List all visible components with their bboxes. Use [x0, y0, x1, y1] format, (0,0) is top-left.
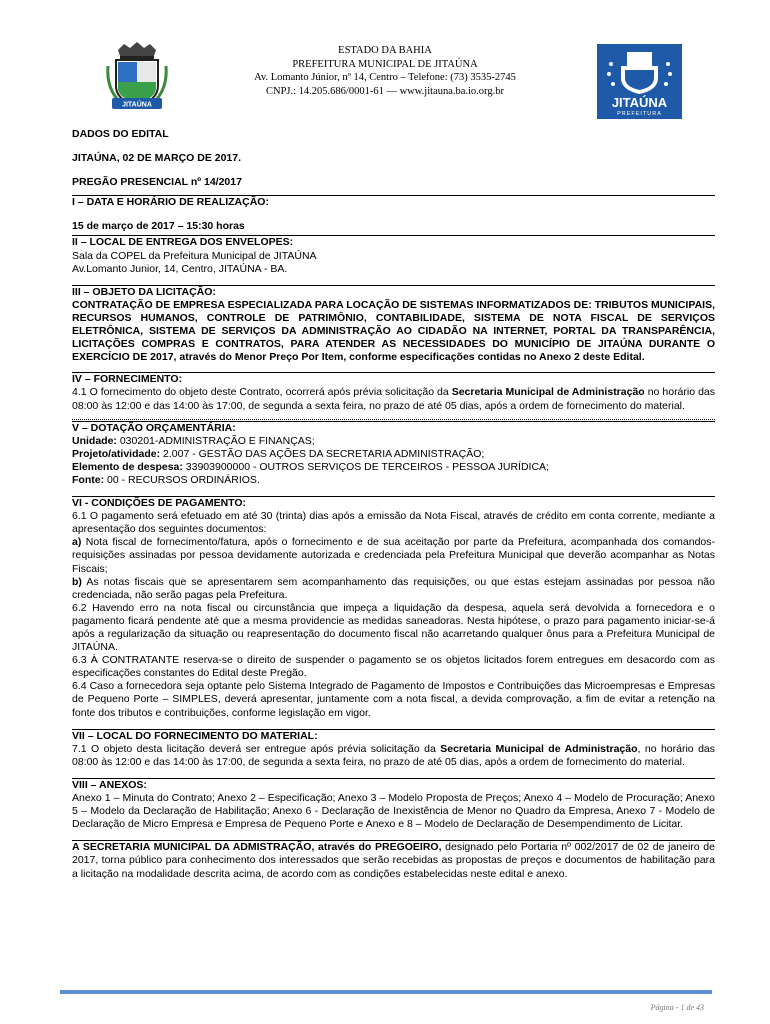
logo-right-text: JITAÚNA: [611, 95, 668, 110]
text-part: , no horário das 08:00 às 12:00 e das 14:00 às 17:00, de segunda a sexta feira, no prazo de até 05 dias, após a ordem de fornecimento do material.: [72, 742, 716, 768]
closing-paragraph: [72, 841, 715, 880]
section-anexos: [72, 778, 715, 831]
row-value: 00 - RECURSOS ORDINÁRIOS.: [104, 473, 260, 486]
edital-date: JITAÚNA, 02 DE MARÇO DE 2017.: [72, 152, 242, 165]
item-text: As notas fiscais que se apresentarem sem acompanhamento das requisições, ou que estas estejam assinadas por pessoa não credenciada, não serão pagas pela Prefeitura.: [72, 575, 715, 601]
section-title: V – DOTAÇÃO ORÇAMENTÁRIA:: [72, 421, 236, 434]
dotted-divider: [72, 419, 715, 420]
header-address: Av. Lomanto Júnior, nº 14, Centro – Telefone: (73) 3535-2745: [254, 72, 516, 83]
row-label: Elemento de despesa:: [72, 460, 183, 473]
row-value: 2.007 - GESTÃO DAS AÇÕES DA SECRETARIA ADMINISTRAÇÃO;: [160, 447, 485, 460]
dotacao-row: [72, 448, 715, 461]
payment-paragraph: 6.2 Havendo erro na nota fiscal ou circunstância que impeça a liquidação da despesa, aquela será devolvida a fornecedora e o pagamento ficará pendente até que a mesma providencie as medidas saneadoras. Nesta hipótese, o prazo para pagamento iniciar-se-á após a regularização da situação ou reapresentação do documento fiscal não acarretando qualquer ônus para a Prefeitura Municipal de JITAÚNA.: [72, 601, 715, 654]
section-title: VII – LOCAL DO FORNECIMENTO DO MATERIAL:: [72, 729, 318, 742]
section-text: Anexo 1 – Minuta do Contrato; Anexo 2 – Especificação; Anexo 3 – Modelo Proposta de Preços; Anexo 4 – Modelo de Procuração; Anexo 5 – Modelo da Declaração de Habilitação; Anexo 6 - Declaração de Inexistência de Menor no Quadro da Empresa, Anexo 7 - Modelo de Declaração de Micro Empresa e Empresa de Pequeno Porte e Anexo e 8 – Modelo de Declaração de Desempendimento de Licitar.: [72, 792, 715, 831]
section-line: Av.Lomanto Junior, 14, Centro, JITAÚNA - BA.: [72, 262, 288, 275]
section-title: I – DATA E HORÁRIO DE REALIZAÇÃO:: [72, 196, 269, 209]
row-value: 33903900000 - OUTROS SERVIÇOS DE TERCEIROS - PESSOA JURÍDICA;: [182, 460, 549, 473]
text-part: no horário das 08:00 às 12:00 e das 14:00 às 17:00, de segunda a sexta feira, no prazo de até 05 dias, após a ordem de fornecimento do material.: [72, 386, 715, 412]
section-title: IV – FORNECIMENTO:: [72, 373, 183, 386]
section-value: 15 de março de 2017 – 15:30 horas: [72, 220, 245, 233]
dotacao-row: [72, 435, 715, 448]
section-title: VI - CONDIÇÕES DE PAGAMENTO:: [72, 497, 247, 510]
jitauna-coat-of-arms-logo: [104, 40, 170, 114]
text-part: 7.1 O objeto desta licitação deverá ser entregue após prévia solicitação da: [72, 742, 441, 755]
row-label: Projeto/atividade:: [72, 447, 161, 460]
edital-title: DADOS DO EDITAL: [72, 128, 169, 140]
row-label: Fonte:: [72, 473, 105, 486]
payment-item-b: [72, 576, 715, 602]
section-objeto: [72, 285, 715, 365]
section-text: CONTRATAÇÃO DE EMPRESA ESPECIALIZADA PARA LOCAÇÃO DE SISTEMAS INFORMATIZADOS DE: TRIBUTOS MUNICIPAIS, RECURSOS HUMANOS, CONTROLE DE PATRIMÔNIO, CONTABILIDADE, SISTEMA DE NOTA FISCAL DE SERVIÇOS ELETRÔNICA, SISTEMA DE SERVIÇOS DA ADMINISTRAÇÃO AO CIDADÃO NA INTERNET, PORTAL DA TRANSPARÊNCIA, LICITAÇÕES COMPRAS E CONTRATOS, PARA ATENDER AS NECESSIDADES DO MUNICÍPIO DE JITAÚNA DURANTE O EXERCÍCIO DE 2017, através do Menor Preço Por Item, conforme especificações contidas no Anexo 2 deste Edital.: [72, 298, 715, 364]
section-data-horario: [72, 195, 715, 233]
section-line: Sala da COPEL da Prefeitura Municipal de JITAÚNA: [72, 249, 317, 262]
dotacao-row: [72, 474, 715, 487]
payment-paragraph: 6.1 O pagamento será efetuado em até 30 (trinta) dias após a emissão da Nota Fiscal, através de crédito em conta corrente, mediante a apresentação dos seguintes documentos:: [72, 510, 715, 536]
pregao-number: PREGÃO PRESENCIAL nº 14/2017: [72, 176, 242, 189]
item-label: a): [72, 536, 82, 549]
item-text: Nota fiscal de fornecimento/fatura, após o fornecimento e de sua aceitação por parte da Prefeitura, acompanhada dos comandos-requisições assinadas por pessoa devidamente autorizada e credenciada pela Prefeitura Municipal que deverão acompanhar as Notas Fiscais;: [72, 536, 715, 575]
header-text-block: [200, 44, 570, 98]
logo-right-subtext: PREFEITURA: [617, 111, 662, 117]
row-label: Unidade:: [72, 434, 117, 447]
section-text: [72, 743, 715, 769]
payment-paragraph: 6.3 À CONTRATANTE reserva-se o direito de suspender o pagamento se os objetos licitados forem entregues em desacordo com as especificações constantes do Edital deste Pregão.: [72, 654, 715, 680]
payment-paragraph: 6.4 Caso a fornecedora seja optante pelo Sistema Integrado de Pagamento de Impostos e Contribuições das Microempresas e Empresas de Pequeno Porte – SIMPLES, deverá apresentar, juntamente com a nota fiscal, a devida comprovação, a fim de evitar a retenção na fonte dos tributos e contribuições, conforme legislação em vigor.: [72, 680, 715, 719]
section-local-fornecimento: [72, 729, 715, 769]
document-header: [0, 40, 770, 115]
section-closing: [72, 840, 715, 880]
closing-bold: A SECRETARIA MUNICIPAL DA ADMISTRAÇÃO, através do PREGOEIRO,: [72, 841, 442, 854]
header-state: ESTADO DA BAHIA: [338, 45, 432, 56]
text-bold-part: Secretaria Municipal de Administração: [440, 742, 638, 755]
section-local-entrega: [72, 235, 715, 275]
section-title: VIII – ANEXOS:: [72, 778, 147, 791]
prefeitura-jitauna-logo: [597, 44, 682, 119]
section-title: II – LOCAL DE ENTREGA DOS ENVELOPES:: [72, 236, 294, 249]
item-label: b): [72, 575, 82, 588]
text-bold-part: Secretaria Municipal de Administração: [451, 386, 645, 399]
dotacao-row: [72, 461, 715, 474]
row-value: 030201-ADMINISTRAÇÃO E FINANÇAS;: [116, 434, 315, 447]
text-part: 4.1 O fornecimento do objeto deste Contrato, ocorrerá após prévia solicitação da: [72, 386, 452, 399]
closing-text: designado pelo Portaria nº 002/2017 de 02 de janeiro de 2017, torna público para conhecimento dos interessados que serão recebidas as propostas de preços e documentos de habilitação para a licitação na modalidade descrita acima, de acordo com as condições estabelecidas neste edital e anexo.: [72, 841, 715, 880]
section-dotacao: [72, 421, 715, 487]
header-cnpj: CNPJ.: 14.205.686/0001-61 — www.jitauna.ba.io.org.br: [266, 85, 504, 97]
footer-divider: [60, 990, 712, 994]
payment-item-a: [72, 536, 715, 575]
page-number: Página - 1 de 43: [650, 1003, 704, 1012]
document-body: [72, 128, 715, 881]
header-prefecture: PREFEITURA MUNICIPAL DE JITAÚNA: [292, 58, 478, 70]
section-text: [72, 386, 715, 412]
logo-left-text: JITAÚNA: [122, 101, 152, 109]
section-fornecimento: [72, 372, 715, 412]
section-pagamento: [72, 496, 715, 720]
section-title: III – OBJETO DA LICITAÇÃO:: [72, 285, 216, 298]
